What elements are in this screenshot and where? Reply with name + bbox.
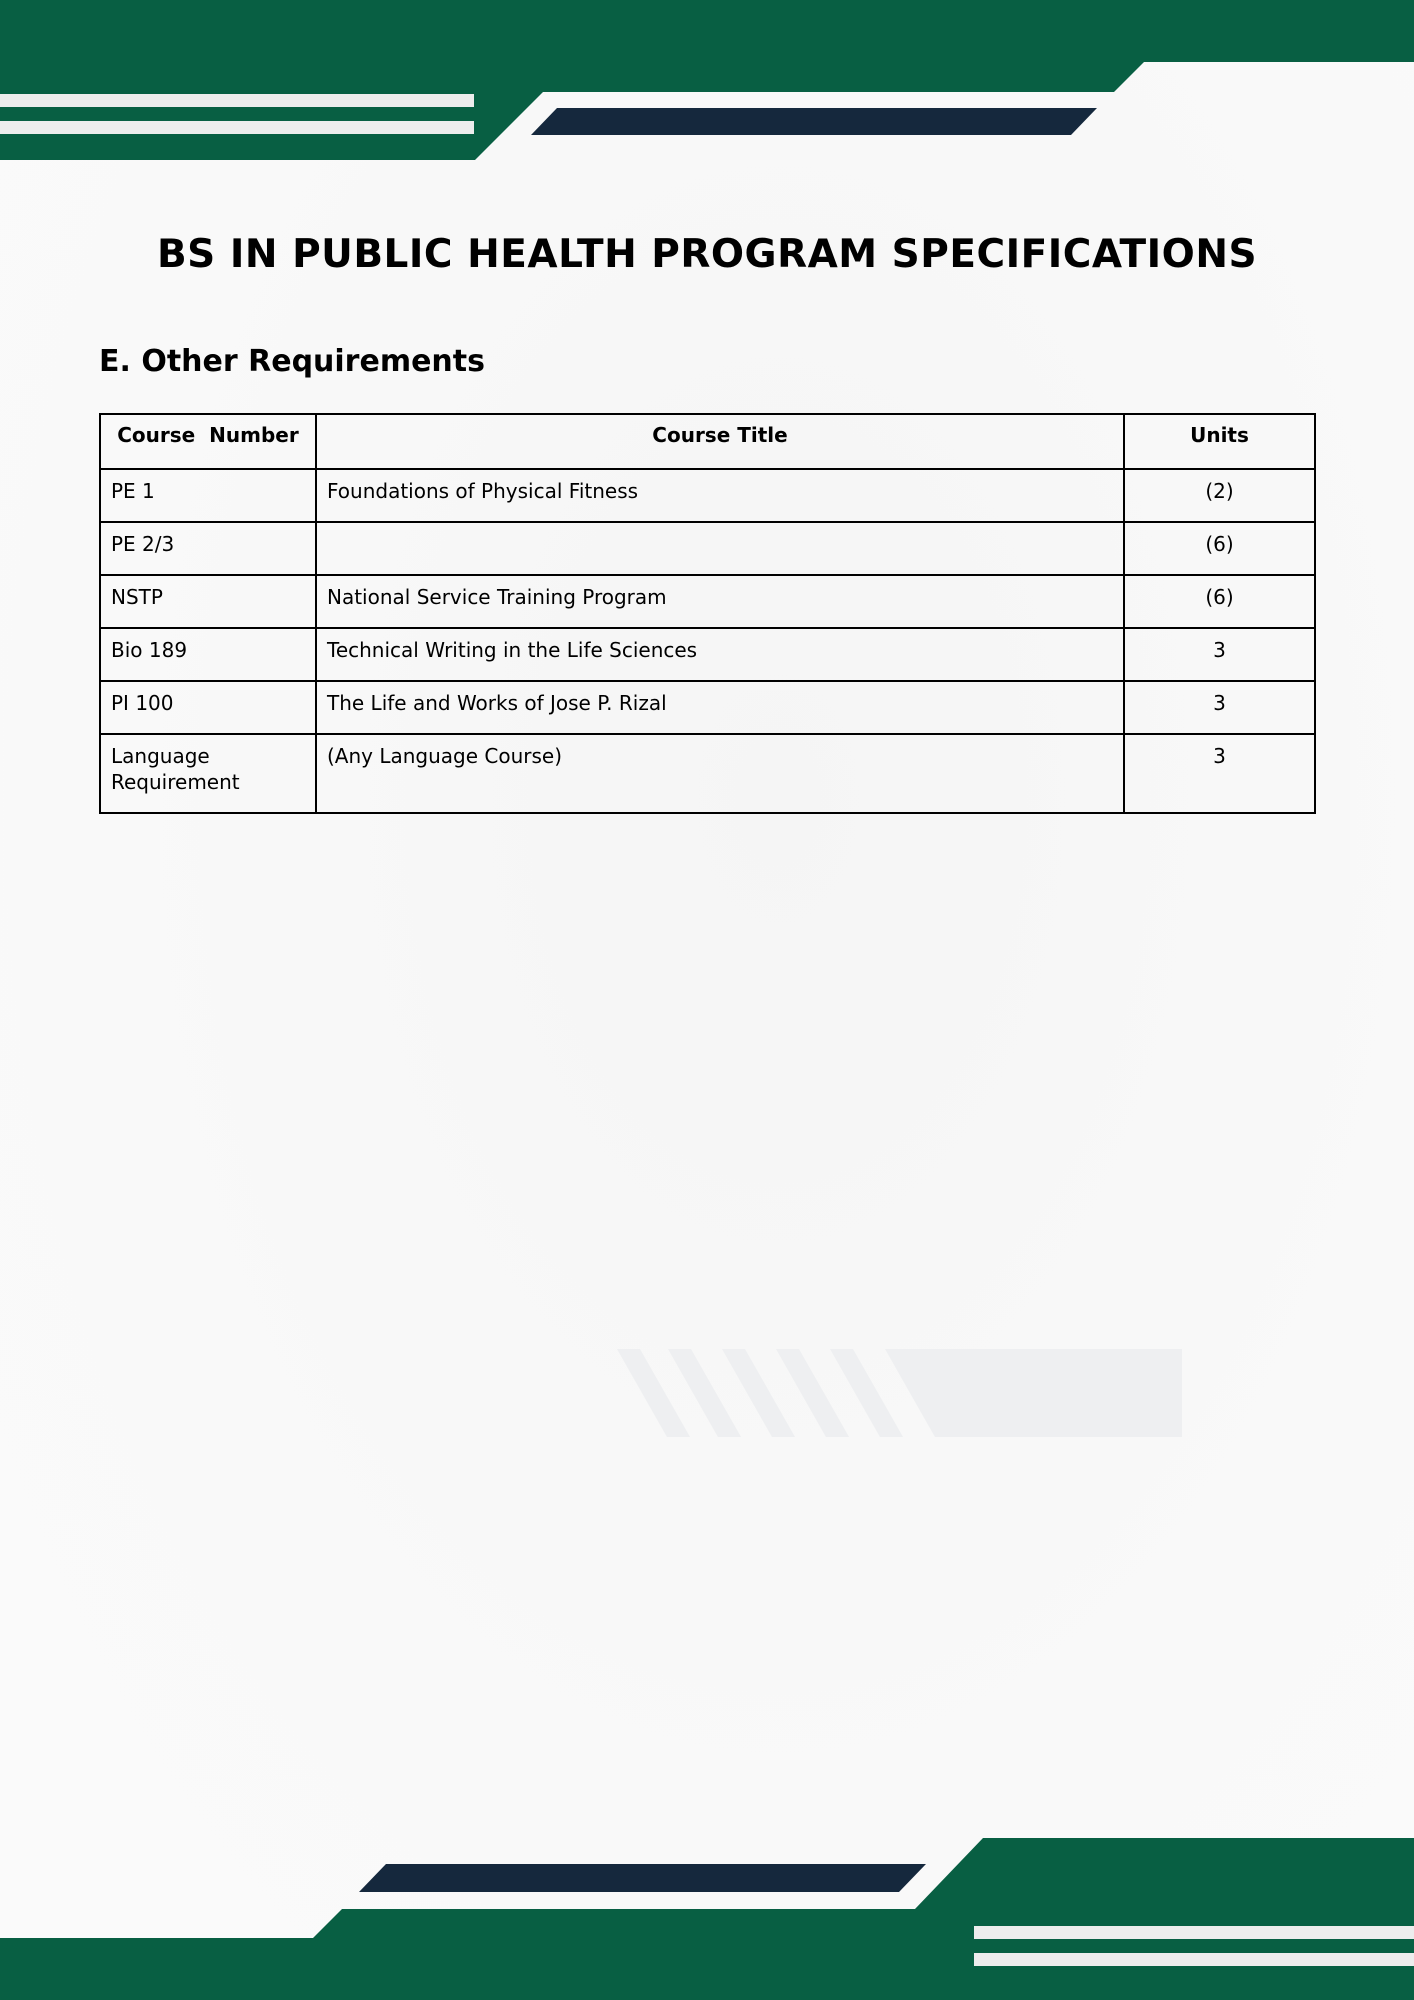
footer-green-band bbox=[0, 1838, 1414, 2000]
cell-units: 3 bbox=[1124, 681, 1315, 734]
table-header-row bbox=[100, 414, 1315, 469]
cell-units: (2) bbox=[1124, 469, 1315, 522]
cell-course-number: PI 100 bbox=[100, 681, 316, 734]
section-heading: E. Other Requirements bbox=[99, 344, 485, 379]
cell-course-title: National Service Training Program bbox=[316, 575, 1124, 628]
footer-stripe-top bbox=[974, 1926, 1414, 1939]
cell-course-title: Foundations of Physical Fitness bbox=[316, 469, 1124, 522]
header-units: Units bbox=[1124, 414, 1315, 469]
cell-units: (6) bbox=[1124, 522, 1315, 575]
header-stripe-top bbox=[0, 94, 474, 107]
table-row bbox=[100, 681, 1315, 734]
cell-course-title: Technical Writing in the Life Sciences bbox=[316, 628, 1124, 681]
cell-course-number: NSTP bbox=[100, 575, 316, 628]
table-row bbox=[100, 469, 1315, 522]
header-course-title: Course Title bbox=[316, 414, 1124, 469]
footer-stripe-bottom bbox=[974, 1953, 1414, 1966]
header-course-number: Course Number bbox=[100, 414, 316, 469]
other-requirements-table bbox=[99, 413, 1316, 814]
cell-course-number: PE 1 bbox=[100, 469, 316, 522]
table-row bbox=[100, 628, 1315, 681]
document-title: BS IN PUBLIC HEALTH PROGRAM SPECIFICATIONS bbox=[156, 232, 1258, 277]
header-stripe-bottom bbox=[0, 121, 474, 134]
cell-course-number: Language Requirement bbox=[100, 734, 316, 813]
cell-units: 3 bbox=[1124, 734, 1315, 813]
cell-units: 3 bbox=[1124, 628, 1315, 681]
table-row bbox=[100, 522, 1315, 575]
cell-units: (6) bbox=[1124, 575, 1315, 628]
cell-course-number: PE 2/3 bbox=[100, 522, 316, 575]
cell-course-title: The Life and Works of Jose P. Rizal bbox=[316, 681, 1124, 734]
footer-navy-bar bbox=[359, 1864, 926, 1892]
cell-course-number: Bio 189 bbox=[100, 628, 316, 681]
watermark-stripes bbox=[617, 1349, 1182, 1437]
table-row bbox=[100, 575, 1315, 628]
header-green-band bbox=[0, 0, 1414, 160]
cell-course-title: (Any Language Course) bbox=[316, 734, 1124, 813]
cell-course-title bbox=[316, 522, 1124, 575]
header-navy-bar bbox=[531, 108, 1097, 135]
table-row bbox=[100, 734, 1315, 813]
